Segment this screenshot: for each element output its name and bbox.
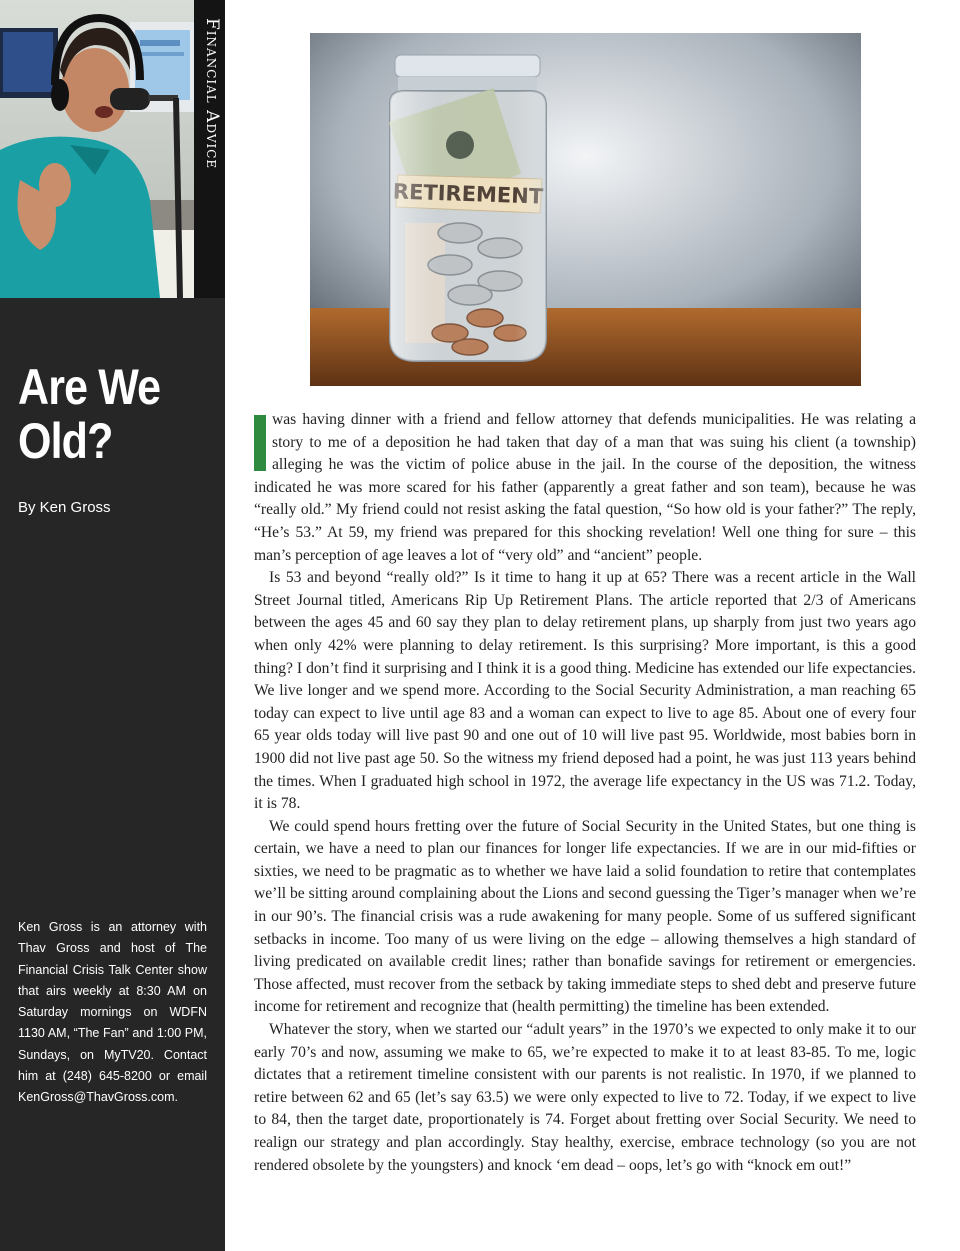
article-paragraph: We could spend hours fretting over the future of Social Security in the United States, but one thing is certain, we have a need to plan our finances for longer life expectancies. If we are in our mid-fifties or sixties, we need to be pragmatic as to whether we have laid a solid foundation to retire that contemplates we’ll be sitting around complaining about the Lions and second guessing the Tiger’s manager when we’re in our 90’s. The financial crisis was a rude awakening for many people. Some of us suffered significant setbacks in income. Too many of us were living on the edge – allowing themselves a high standard of living predicated on available credit lines; rather than bonafide savings for retirement or emergencies. Those affected, must recover from the setback by taking immediate steps to shed debt and preserve future income for retirement and recognize that (health permitting) the timeline has been extended. [254, 817, 916, 1016]
article-paragraph [254, 409, 916, 567]
article-title [18, 360, 181, 468]
section-label: Financial Advice [202, 18, 222, 170]
paragraph-text: was having dinner with a friend and fellow attorney that defends municipalities. He was relating a story to me of a deposition he had taken that day of a man that was suing his client (a township) alleging he was the victim of police abuse in the jail. In the course of the deposition, the witness indicated he was more scared for his father (apparently a great father and son team), because he was “really old.” My friend could not resist asking the fatal question, “So how old is your father?” The reply, “He’s 53.” At 59, my friend was prepared for this shocking revelation! Well one thing for sure – this man’s perception of age leaves a lot of “very old” and “ancient” people. [254, 411, 916, 564]
article-title-line1: Are We [18, 359, 161, 415]
article-paragraph: Is 53 and beyond “really old?” Is it time to hang it up at 65? There was a recent article in the Wall Street Journal titled, Americans Rip Up Retirement Plans. The article reported that 2/3 of Americans between the ages 45 and 60 say they plan to delay retirement plans, up sharply from just two years ago when only 42% were planning to delay retirement. Is this surprising? More important, is this a good thing? I don’t find it surprising and I think it is a good thing. Medicine has extended our life expectancies. We live longer and we spend more. According to the Social Security Administration, a man reaching 65 today can expect to live until age 83 and a woman can expect to live to age 85. About one of every four 65 year olds today will live past 90 and one out of 10 will live past 95. Worldwide, most babies born in 1900 did not live past age 50. So the witness my friend deposed had a point, he was just 113 years behind the times. When I graduated high school in 1972, the average life expectancy in the US was 71.2. Today, it is 78. [254, 569, 916, 813]
author-bio: Ken Gross is an attorney with Thav Gross and host of The Financial Crisis Talk Center show that airs weekly at 8:30 AM on Saturday mornings on WDFN 1130 AM, “The Fan” and 1:00 PM, Sundays, on MyTV20. Contact him at (248) 645-8200 or email KenGross@ThavGross.com. [18, 920, 207, 1105]
retirement-jar-illustration [310, 33, 861, 386]
hero-image [310, 33, 861, 386]
author-photo-illustration [0, 0, 194, 298]
sidebar [0, 0, 225, 1251]
byline: By Ken Gross [18, 499, 111, 516]
article-body [254, 409, 916, 1177]
article-title-line2: Old? [18, 413, 113, 469]
author-photo [0, 0, 194, 298]
drop-cap [254, 415, 266, 471]
article-paragraph: Whatever the story, when we started our “adult years” in the 1970’s we expected to only make it to our early 70’s and now, assuming we make to 65, we’re expected to make it to at least 83-85. To me, logic dictates that a retirement timeline consistent with our parents is not realistic. In 1970, if we planned to retire between 62 and 65 (let’s say 63.5) we were only expected to live to 72. Today, if we expect to live to 84, then the target date, proportionately is 74. Forget about fretting over Social Security. We need to realign our strategy and plan accordingly. Stay healthy, exercise, embrace technology (so you are not rendered obsolete by the youngsters) and knock ‘em dead – oops, let’s go with “knock em out!” [254, 1021, 916, 1174]
